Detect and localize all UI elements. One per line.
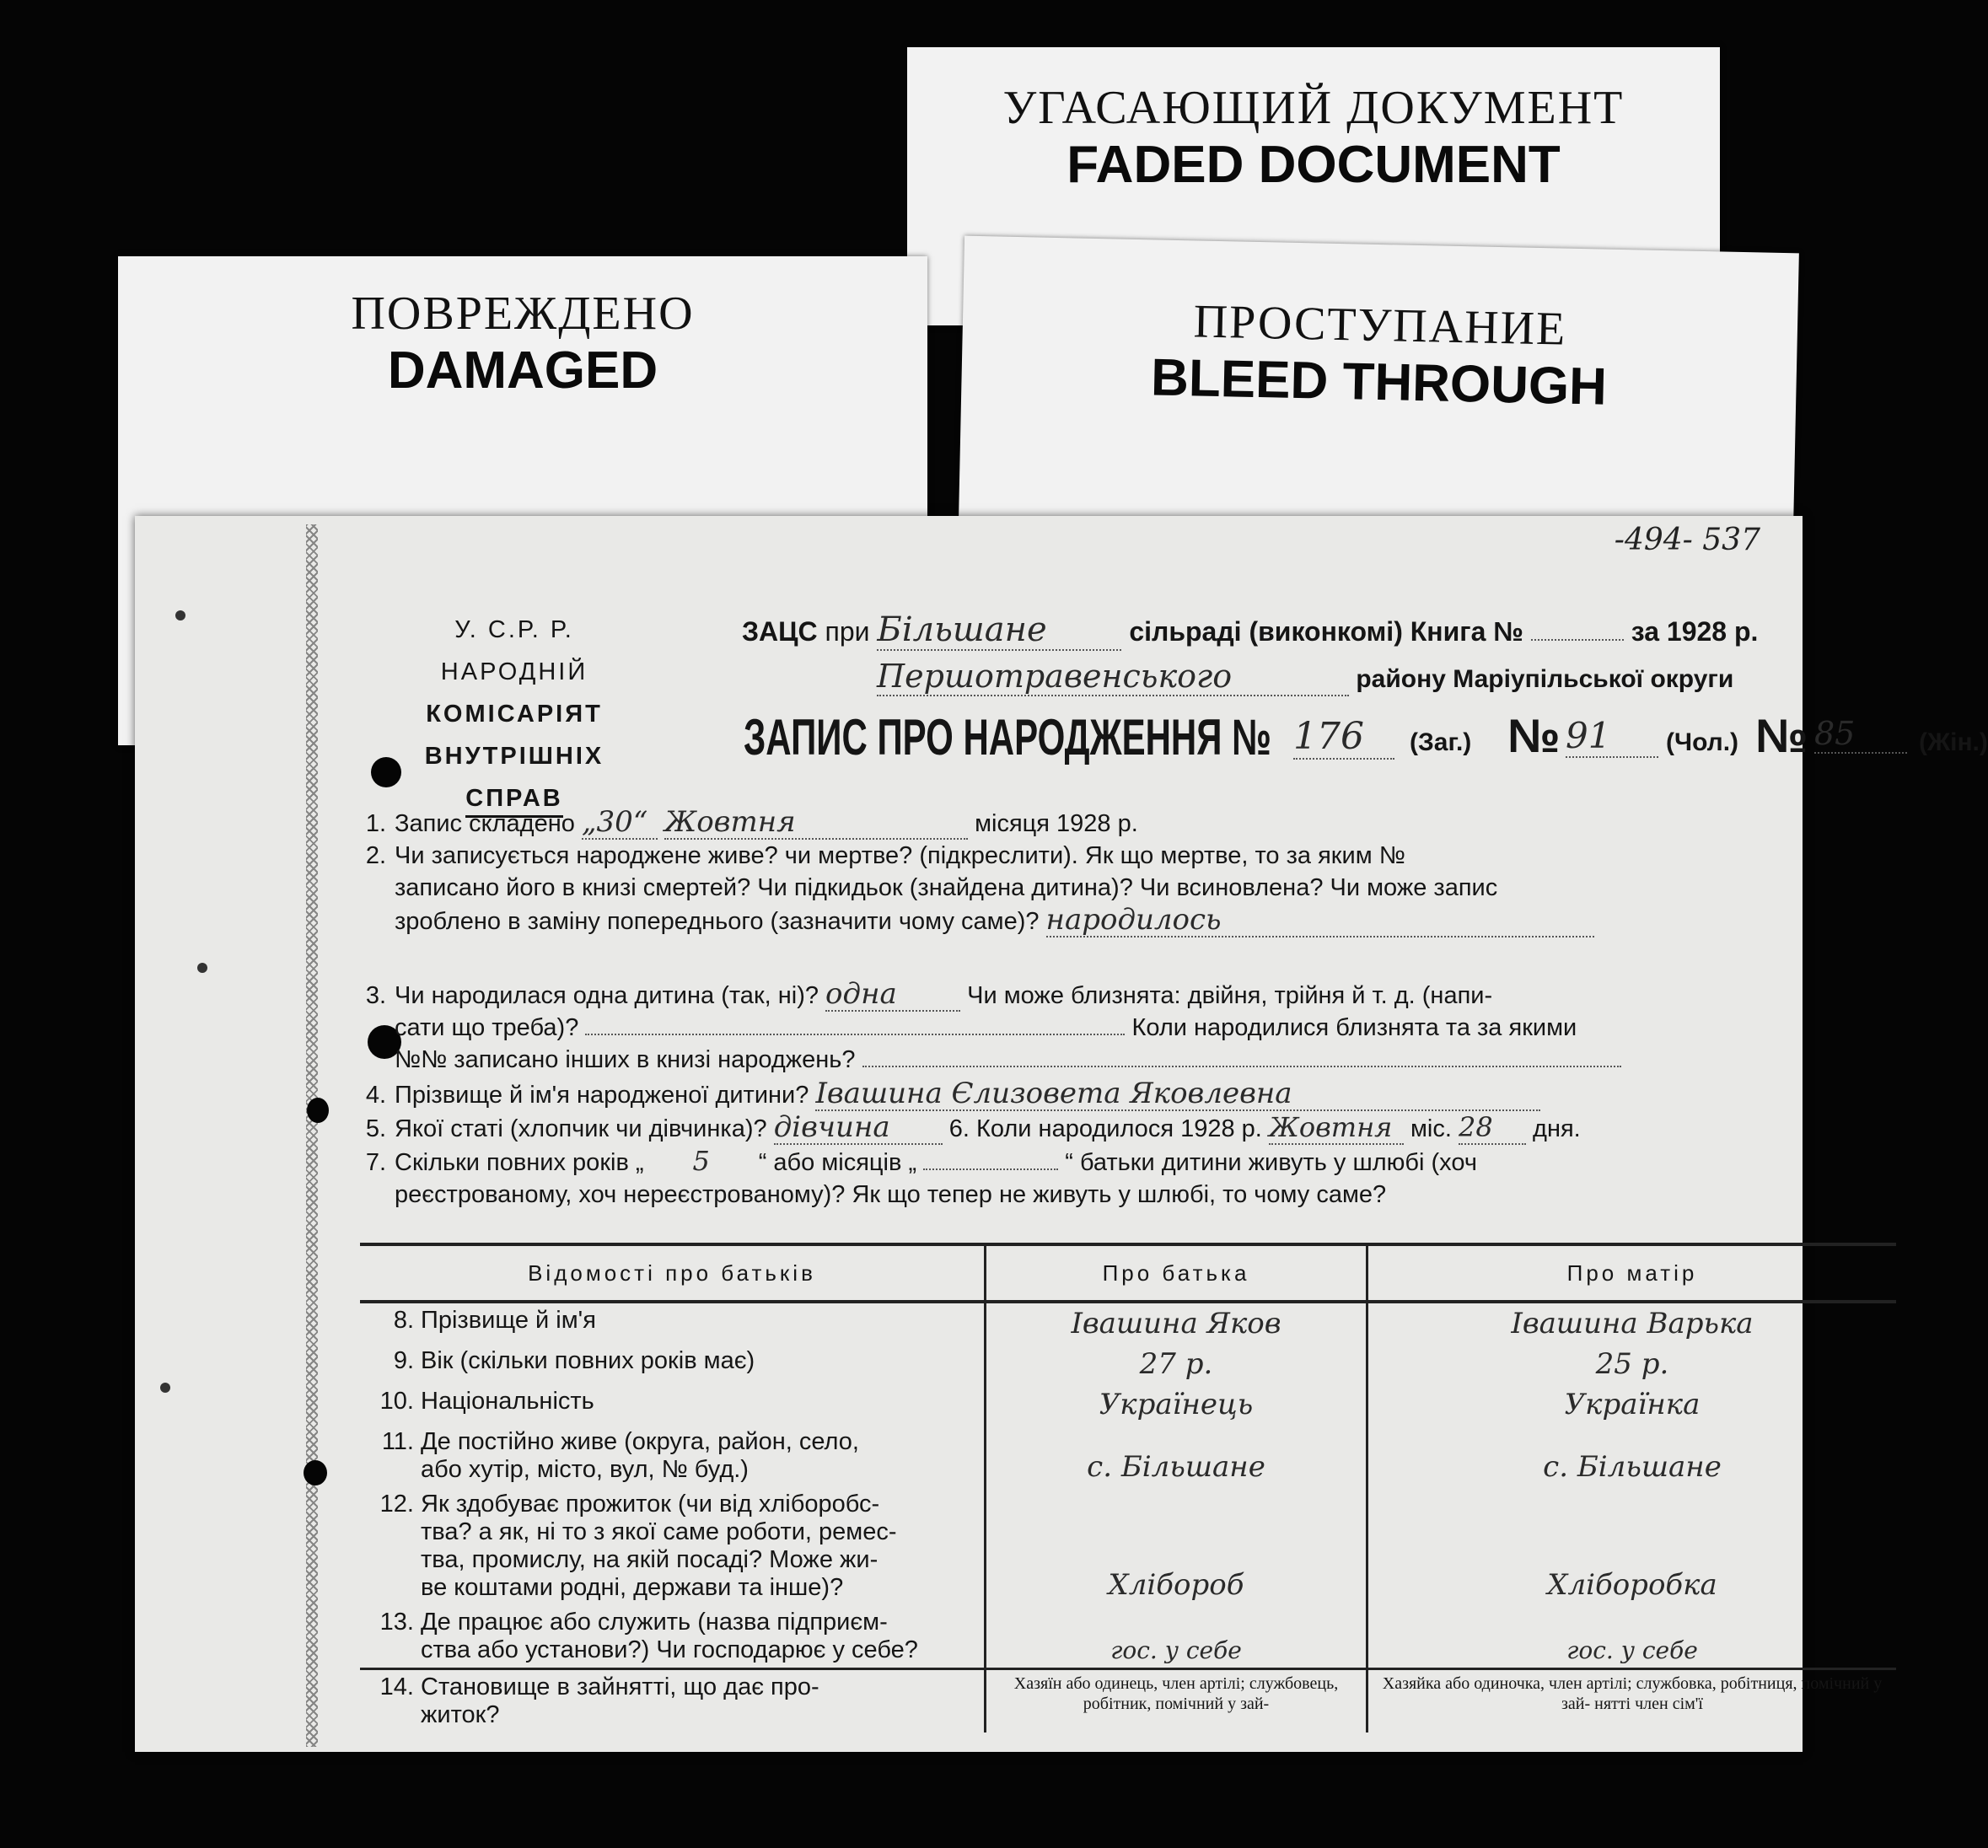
q7-years: 5	[692, 1145, 710, 1177]
pin-hole	[197, 963, 207, 973]
silradi-label: сільраді (виконкомі)	[1129, 616, 1403, 647]
inst-line4: СПРАВ	[465, 782, 562, 818]
header-line2	[877, 658, 1733, 696]
header-line1	[742, 610, 1758, 651]
table-row: 11. Де постійно живе (округа, район, село, або хутір, місто, вул, № буд.) с. Більшане с. Більшане	[360, 1425, 1896, 1487]
q5-answer: дівчина	[774, 1111, 943, 1145]
record-title	[744, 708, 1988, 766]
district-handwritten: Першотравенського	[877, 658, 1349, 696]
inst-line1: У. С.Р. Р.	[454, 616, 574, 643]
mother-workplace: гос. у себе	[1367, 1605, 1897, 1669]
zags-label: ЗАЦС	[742, 616, 818, 647]
num-m-sign: №	[1507, 709, 1561, 762]
damaged-en-text: DAMAGED	[387, 341, 658, 400]
father-workplace: гос. у себе	[986, 1605, 1367, 1669]
pry-label: при	[825, 616, 870, 647]
faded-en-text: FADED DOCUMENT	[1067, 136, 1561, 194]
table-row: 8. Прізвище й ім'я Івашина Яков Івашина Варька	[360, 1302, 1896, 1344]
question-7: 7. Скільки повних років „ 5 “ або місяців „ “ батьки дитини живуть у шлюбі (хоч реєстрованому, хоч нереєстрованому)? Як що тепер не живуть у шлюбі, то чому саме?	[365, 1145, 1477, 1208]
col-header-info: Відомості про батьків	[360, 1244, 986, 1302]
pin-hole	[160, 1383, 170, 1393]
col-header-father: Про батька	[986, 1244, 1367, 1302]
q6-day: 28	[1459, 1111, 1526, 1145]
father-name: Івашина Яков	[986, 1302, 1367, 1344]
archive-number: -494- 537	[1614, 523, 1760, 557]
table-row: 13. Де працює або служить (назва підприєм- ства або установи?) Чи господарює у себе? гос. у себе гос. у себе	[360, 1605, 1896, 1669]
punch-hole	[304, 1460, 327, 1485]
faded-ru-text: УГАСАЮЩИЙ ДОКУМЕНТ	[1002, 82, 1625, 134]
pin-hole	[175, 610, 185, 620]
question-3: 3. Чи народилася одна дитина (так, ні)? одна Чи може близнята: двійня, трійня й т. д. (напи- сати що треба)? Коли народилися близнята та за якими №№ записано інших в книзі народжень?	[346, 978, 1621, 1076]
q6-month: Жовтня	[1269, 1111, 1404, 1145]
q1-day: „30“	[582, 806, 658, 840]
inst-line3: КОМІСАРІЯТ ВНУТРІШНІХ	[424, 701, 604, 770]
mother-status-options: Хазяйка або одиночка, член артілі; службовка, робітниця, помічний у зай- нятті член сім'ї	[1367, 1669, 1897, 1733]
zhin-label: (Жін.)	[1919, 728, 1988, 756]
zag-label: (Заг.)	[1410, 728, 1472, 756]
year-label: за 1928 р.	[1631, 616, 1759, 647]
punch-hole	[307, 1098, 329, 1123]
perforated-edge	[306, 524, 318, 1747]
male-number: 91	[1566, 715, 1658, 758]
bleed-ru-text: ПРОСТУПАНИЕ	[1193, 295, 1567, 356]
question-5-6: 5. Якої статі (хлопчик чи дівчинка)? дівчина 6. Коли народилося 1928 р. Жовтня міс. 28 дня.	[365, 1110, 1581, 1144]
question-2: 2. Чи записується народжене живе? чи мертве? (підкреслити). Як що мертве, то за яким № записано його в книзі смертей? Чи підкидьок (знайдена дитина)? Чи всиновлена? Чи може запис зроблено в заміну попереднього (зазначити чому саме)? народилось	[346, 840, 1594, 937]
district-label: району Маріупільської округи	[1356, 665, 1734, 693]
mother-occupation: Хліборобка	[1367, 1487, 1897, 1605]
table-row: 9. Вік (скільки повних років має) 27 р. 25 р.	[360, 1344, 1896, 1384]
mother-residence: с. Більшане	[1367, 1425, 1897, 1487]
father-occupation: Хлібороб	[986, 1487, 1367, 1605]
village-handwritten: Більшане	[877, 610, 1121, 651]
table-row: 10. Національність Українець Українка	[360, 1384, 1896, 1425]
father-status-options: Хазяїн або одинець, член артілі; службовець, робітник, помічний у зай-	[986, 1669, 1367, 1733]
parents-table	[360, 1243, 1896, 1732]
q3-answer: одна	[825, 978, 960, 1012]
total-number: 176	[1293, 715, 1394, 760]
knyha-label: Книга №	[1410, 616, 1523, 647]
question-4: 4. Прізвище й ім'я народженої дитини? Івашина Єлизовета Яковлевна	[346, 1077, 1540, 1111]
female-number: 85	[1814, 715, 1907, 754]
chol-label: (Чол.)	[1666, 728, 1739, 756]
father-residence: с. Більшане	[986, 1425, 1367, 1487]
bleed-en-text: BLEED THROUGH	[1150, 348, 1608, 416]
table-row: 12. Як здобуває прожиток (чи від хліборобс- тва? а як, ні то з якої саме роботи, ремес- тва, промислу, на якій посаді? Може жи- ве коштами родні, держави та інше)? Хлібороб Хліборобка	[360, 1487, 1896, 1605]
mother-name: Івашина Варька	[1367, 1302, 1897, 1344]
mother-nationality: Українка	[1367, 1384, 1897, 1425]
q2-answer: народилось	[1046, 904, 1594, 937]
institution-block	[337, 609, 691, 819]
num-f-sign: №	[1755, 709, 1808, 762]
table-row: 14. Становище в зайнятті, що дає про- житок? Хазяїн або одинець, член артілі; службовець, робітник, помічний у зай- Хазяйка або одиночка, член артілі; службовка, робітниця, помічний у зай- нятті член сім'ї	[360, 1669, 1896, 1733]
inst-line2: НАРОДНІЙ	[440, 658, 588, 685]
mother-age: 25 р.	[1367, 1344, 1897, 1384]
q1-month: Жовтня	[664, 806, 968, 840]
col-header-mother: Про матір	[1367, 1244, 1897, 1302]
q4-answer: Івашина Єлизовета Яковлевна	[815, 1077, 1540, 1111]
birth-record-form	[135, 516, 1988, 1752]
title-text: ЗАПИС ПРО НАРОДЖЕННЯ №	[744, 709, 1271, 766]
father-nationality: Українець	[986, 1384, 1367, 1425]
father-age: 27 р.	[986, 1344, 1367, 1384]
damaged-ru-text: ПОВРЕЖДЕНО	[351, 287, 695, 340]
question-1: 1. Запис складено „30“ Жовтня місяця 1928 р.	[365, 805, 1138, 839]
